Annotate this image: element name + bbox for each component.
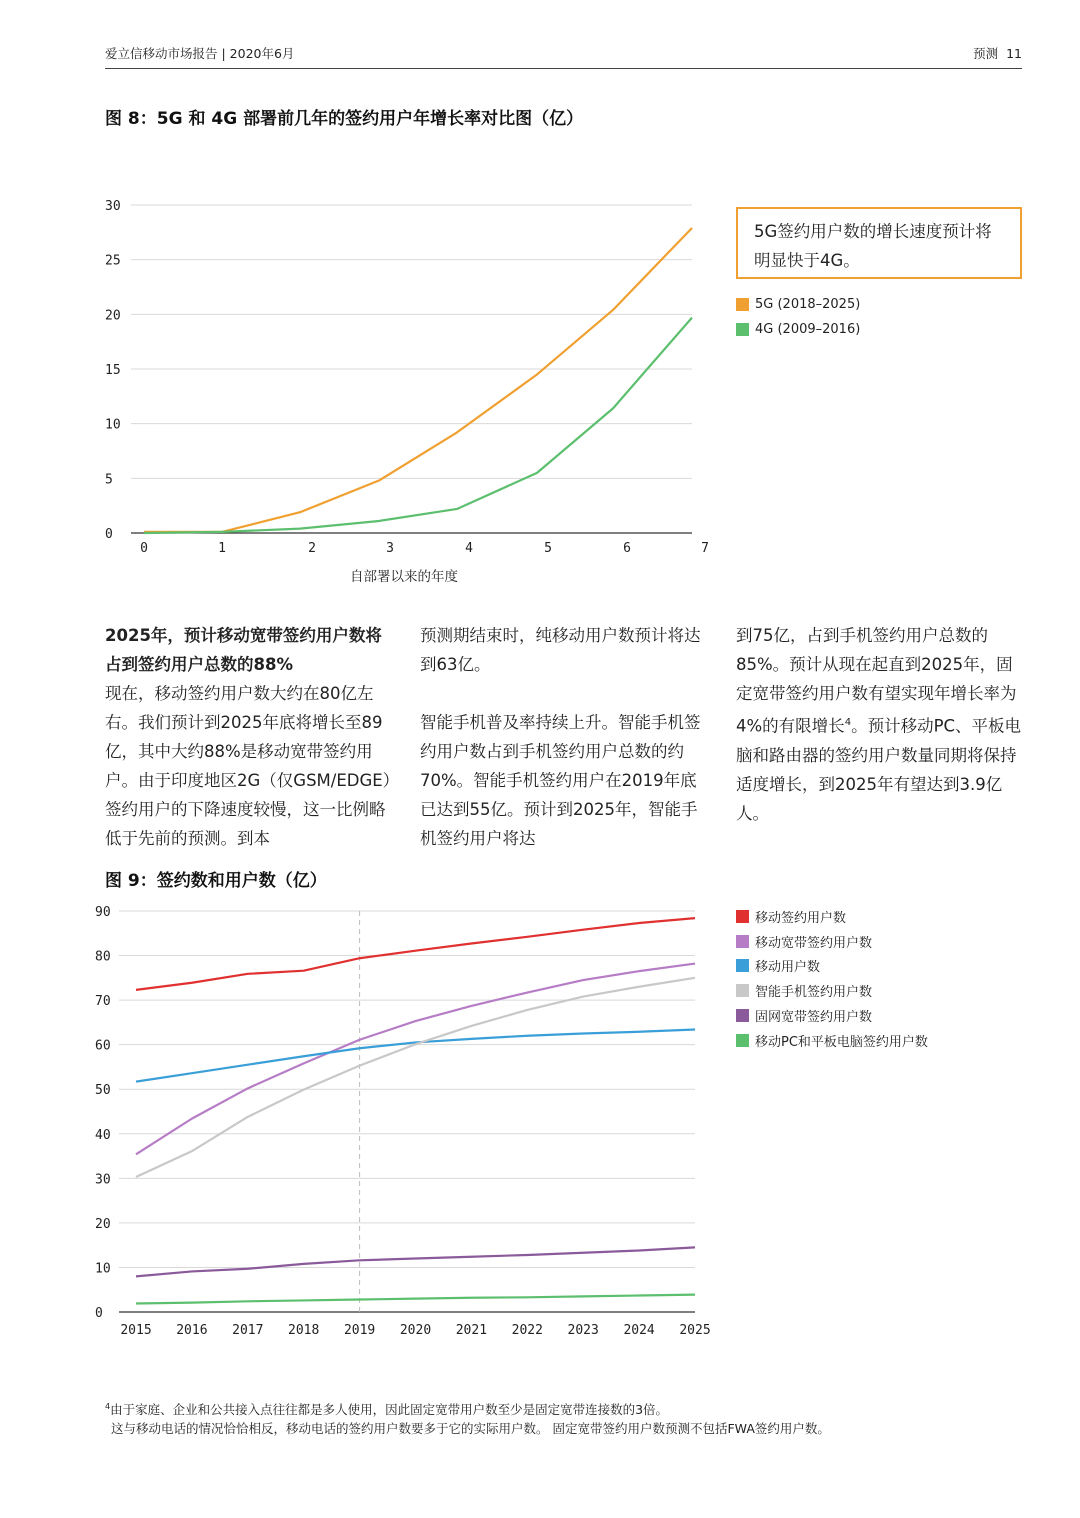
legend-item <box>736 317 860 342</box>
y-tick-label: 90 <box>95 905 111 920</box>
figure-9-legend <box>736 904 928 1053</box>
x-tick-label: 2019 <box>343 1323 376 1338</box>
paragraph: 预测期结束时，纯移动用户数预计将达到63亿。 <box>420 626 701 674</box>
paragraph-part: 。预计移动PC、平板电脑和路由器的签约用户数量同期将保持适度增长，到2025年有望达到3.9亿人。 <box>736 716 1022 823</box>
x-tick-label: 2018 <box>288 1323 320 1338</box>
legend-label: 移动用户数 <box>755 960 821 976</box>
y-tick-label: 0 <box>95 1306 103 1321</box>
figure-9-title: 图 9：签约数和用户数（亿） <box>105 871 327 891</box>
paragraph-part: 到75亿，占到手机签约用户总数的85%。预计从现在起直到2025年，固定宽带签约用户数有望实现年增长率为4%的有限增长 <box>736 626 1017 736</box>
legend-swatch <box>736 935 749 948</box>
x-tick-label: 2021 <box>455 1323 488 1338</box>
y-tick-label: 40 <box>95 1127 111 1143</box>
figure-8-title: 图 8：5G 和 4G 部署前几年的签约用户年增长率对比图（亿） <box>105 109 584 129</box>
report-title: 爱立信移动市场报告 | 2020年6月 <box>105 46 295 61</box>
footnote-reference[interactable]: 4 <box>844 717 852 728</box>
x-tick-label: 5 <box>544 541 552 556</box>
x-tick-label: 2023 <box>567 1323 599 1338</box>
footnote-line-1: 由于家庭、企业和公共接入点往往都是多人使用，因此固定宽带用户数至少是固定宽带连接数的3倍。 <box>110 1402 669 1418</box>
y-tick-label: 30 <box>95 1172 111 1188</box>
x-tick-label: 2022 <box>511 1323 543 1338</box>
legend-swatch <box>736 959 749 972</box>
legend-swatch <box>736 984 749 997</box>
x-tick-label: 3 <box>386 541 394 556</box>
section-name: 预测 <box>973 46 999 61</box>
paragraph: 智能手机普及率持续上升。智能手机签约用户数占到手机签约用户总数的约70%。智能手机签约用户在2019年底已达到55亿。预计到2025年，智能手机签约用户将达 <box>420 713 701 848</box>
legend-swatch <box>736 910 749 923</box>
legend-label: 固网宽带签约用户数 <box>755 1010 873 1026</box>
footnote-line-2: 这与移动电话的情况恰恰相反，移动电话的签约用户数要多于它的实际用户数。 固定宽带签约用户数预测不包括FWA签约用户数。 <box>111 1421 830 1437</box>
x-tick-label: 2020 <box>399 1323 432 1338</box>
footnote <box>105 1397 830 1438</box>
legend-label: 4G (2009–2016) <box>755 321 861 337</box>
x-tick-label: 2024 <box>623 1323 655 1338</box>
page-number: 11 <box>1006 46 1022 61</box>
series-line <box>136 1247 695 1276</box>
legend-label: 智能手机签约用户数 <box>755 985 873 1001</box>
x-tick-label: 0 <box>140 541 148 556</box>
legend-item <box>736 929 928 954</box>
x-tick-label: 4 <box>465 541 473 556</box>
paragraph: 现在，移动签约用户数大约在80亿左右。我们预计到2025年底将增长至89亿，其中大约88%是移动宽带签约用户。由于印度地区2G（仅GSM/EDGE）签约用户的下降速度较慢，这一比例略低于先前的预测。到本 <box>105 684 391 848</box>
y-tick-label: 5 <box>105 472 113 488</box>
y-tick-label: 80 <box>95 949 111 965</box>
legend-label: 5G (2018–2025) <box>755 296 861 312</box>
x-tick-label: 2 <box>308 541 316 556</box>
y-tick-label: 10 <box>105 417 121 433</box>
footnote-marker: 4 <box>105 1402 111 1411</box>
y-tick-label: 25 <box>105 253 121 269</box>
legend-swatch <box>736 1034 749 1047</box>
text-column-1 <box>105 621 395 853</box>
legend-item <box>736 1028 928 1053</box>
y-tick-label: 10 <box>95 1261 111 1277</box>
y-tick-label: 20 <box>105 308 121 324</box>
x-tick-label: 6 <box>623 541 631 556</box>
x-axis-label: 自部署以来的年度 <box>350 569 458 585</box>
figure-8-callout: 5G签约用户数的增长速度预计将明显快于4G。 <box>736 207 1022 279</box>
y-tick-label: 50 <box>95 1083 111 1099</box>
y-tick-label: 30 <box>105 199 121 214</box>
y-tick-label: 60 <box>95 1038 111 1054</box>
series-line <box>136 1030 695 1082</box>
x-tick-label: 2016 <box>176 1323 208 1338</box>
x-tick-label: 2025 <box>679 1323 711 1338</box>
legend-label: 移动签约用户数 <box>755 910 847 926</box>
y-tick-label: 20 <box>95 1216 111 1232</box>
x-tick-label: 7 <box>701 541 709 556</box>
x-tick-label: 2017 <box>232 1323 264 1338</box>
text-column-3 <box>736 621 1026 828</box>
figure-8-legend <box>736 292 860 342</box>
legend-item <box>736 904 928 929</box>
x-tick-label: 1 <box>218 541 226 556</box>
legend-item <box>736 292 860 317</box>
legend-swatch <box>736 1009 749 1022</box>
series-line <box>136 978 695 1177</box>
legend-label: 移动宽带签约用户数 <box>755 935 873 951</box>
series-line <box>136 1295 695 1304</box>
legend-swatch <box>736 298 749 311</box>
section-heading: 2025年，预计移动宽带签约用户数将占到签约用户总数的88% <box>105 626 382 674</box>
legend-item <box>736 1003 928 1028</box>
figure-8-chart <box>0 0 1080 600</box>
series-line <box>144 318 692 533</box>
x-tick-label: 2015 <box>120 1323 152 1338</box>
y-tick-label: 15 <box>105 363 121 378</box>
series-line <box>136 918 695 990</box>
series-line <box>144 228 692 532</box>
paragraph <box>736 621 1026 828</box>
legend-item <box>736 978 928 1003</box>
legend-item <box>736 954 928 979</box>
y-tick-label: 70 <box>95 994 111 1010</box>
y-tick-label: 0 <box>105 527 113 542</box>
legend-swatch <box>736 323 749 336</box>
legend-label: 移动PC和平板电脑签约用户数 <box>755 1034 928 1050</box>
text-column-2 <box>420 621 710 853</box>
